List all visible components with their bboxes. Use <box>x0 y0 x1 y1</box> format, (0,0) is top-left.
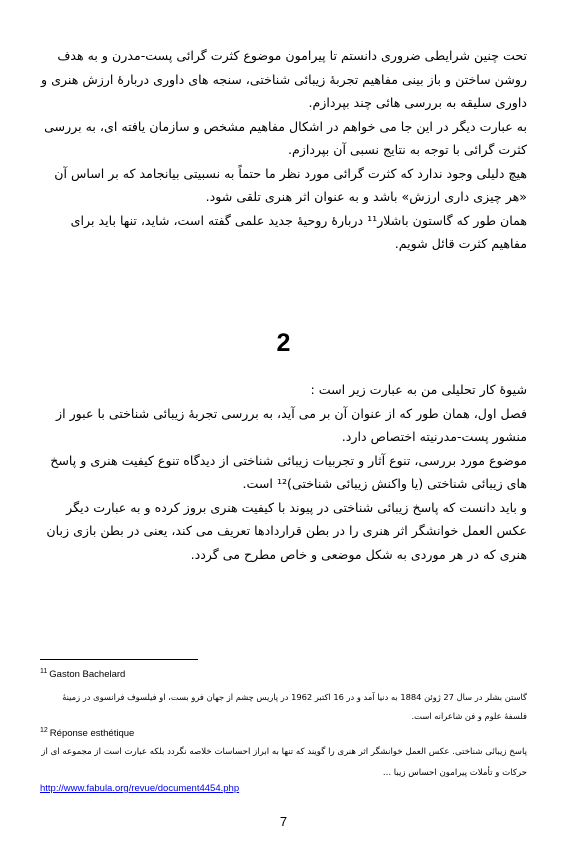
section-2-body <box>40 378 527 566</box>
footnote-11-text: گاستن بشلر در سال 27 ژوئن 1884 به دنیا آمد و در 16 اکتبر 1962 در پاریس چشم از جهان فرو بست، او فیلسوف فرانسوی در زمینهٔ فلسفهٔ علوم و فن شاعرانه است. <box>62 692 527 721</box>
footnote-12-number: 12 <box>40 727 48 734</box>
footnote-separator <box>40 659 198 660</box>
paragraph: و باید دانست که پاسخ زیبائی شناختی در پیوند با کیفیت هنری بروز کرده و به عبارت دیگر عکس العمل خوانشگر اثر هنری را در بطن قراردادها تعریف می کند، یعنی در بطن بازی زبان هنری که در هر موردی به شکل موضعی و خاص مطرح می گردد. <box>46 499 527 562</box>
paragraph: فصل اول، همان طور که از عنوان آن بر می آید، به بررسی تجربهٔ زیبائی شناختی با عبور از منشور پست-مدرنیته اختصاص دارد. <box>56 405 527 444</box>
footnote-link[interactable]: http://www.fabula.org/revue/document4454.php <box>40 783 240 794</box>
footnote-12-label <box>40 727 134 739</box>
footnote-11-number: 11 <box>40 668 48 675</box>
paragraph: تحت چنین شرایطی ضروری دانستم تا پیرامون موضوع کثرت گرائی پست-مدرن و به هدف روشن ساختن و باز بینی مفاهیم تجربهٔ زیبائی شناختی، سنجه های داوری دربارهٔ ارزش هنری و داوری سلیقه به بررسی هائی چند بپردازم. <box>41 48 527 110</box>
section-1-body <box>40 44 527 256</box>
paragraph: موضوع مورد بررسی، تنوع آثار و تجربیات زیبائی شناختی از دیدگاه تنوع کیفیت هنری و پاسخ های زیبائی شناختی (یا واکنش زیبائی شناختی)¹² است. <box>50 452 527 491</box>
paragraph: هیچ دلیلی وجود ندارد که کثرت گرائی مورد نظر ما حتماً به نسبیتی بیانجامد که بر اساس آن «هر چیزی داری ارزش» باشد و به عنوان اثر هنری تلقی شود. <box>54 165 527 204</box>
paragraph: به عبارت دیگر در این جا می خواهم در اشکال مفاهیم مشخص و سازمان یافته ای، به بررسی کثرت گرائی با توجه به نتایج نسبی آن بپردازم. <box>44 118 527 157</box>
footnote-11-name: Gaston Bachelard <box>49 669 126 680</box>
footnote-12-text: پاسخ زیبائی شناختی. عکس العمل خوانشگر اثر هنری را گویند که تنها به ابراز احساسات خلاصه نگردد بلکه عبارت است از مجموعه ای از حرکات و تأملات پیرامون احساس زیبا ... <box>41 747 527 778</box>
page-number: 7 <box>279 814 288 829</box>
footnote-11-label <box>40 668 125 680</box>
paragraph: شیوهٔ کار تحلیلی من به عبارت زیر است : <box>310 382 527 397</box>
paragraph: همان طور که گاستون باشلار¹¹ دربارهٔ روحیهٔ جدید علمی گفته است، شاید، تنها باید برای مفاهیم کثرت قائل شویم. <box>70 212 527 251</box>
footnote-12-name: Réponse esthétique <box>49 728 135 739</box>
section-heading: 2 <box>276 329 291 357</box>
